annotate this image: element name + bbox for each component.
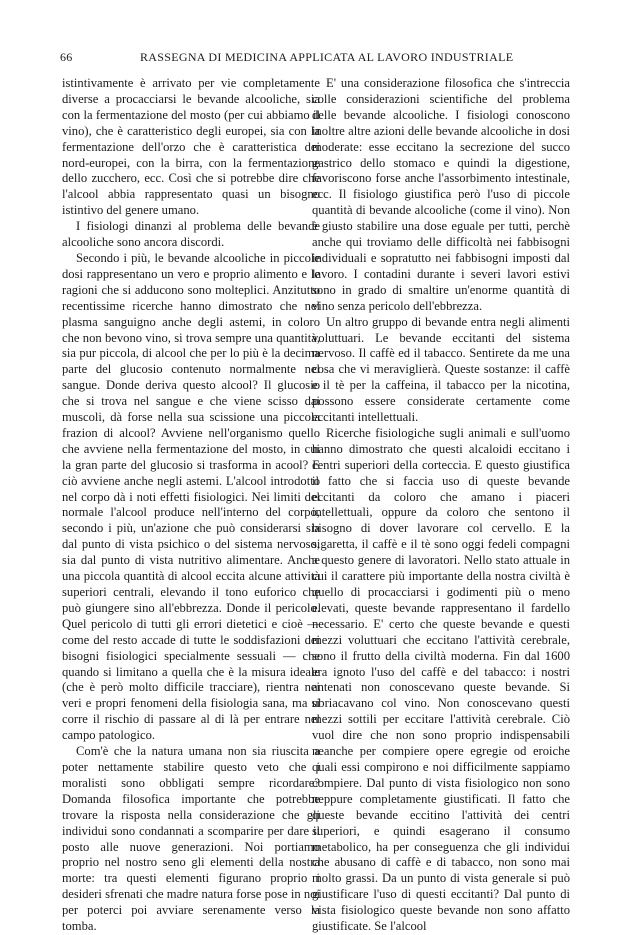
- paragraph: I fisiologi dinanzi al problema delle bevande alcooliche sono ancora discordi.: [62, 219, 320, 250]
- paragraph: Un altro gruppo di bevande entra negli alimenti voluttuari. Le bevande eccitanti del sistema nervoso. Il caffè ed il tabacco. Sentirete da me una cosa che vi meraviglierà. Queste sostanze: il caffè e il tè per la caffeina, il tabacco per la nicotina, possono essere considerate certamente come eccitanti intellettuali.: [312, 314, 570, 425]
- paragraph: istintivamente è arrivato per vie completamente diverse a procacciarsi le bevande alcooliche, sia con la fermentazione del mosto (per cui abbiamo il vino), che è caratteristico degli europei, sia con la fermentazione dell'orzo che è caratteristica dei nord-europei, con la birra, con la fermentazione dello zucchero, ecc. Così che si potrebbe dire che l'alcool abbia rappresentato quasi un bisogno istintivo del genere umano.: [62, 76, 320, 218]
- running-title: RASSEGNA DI MEDICINA APPLICATA AL LAVORO INDUSTRIALE: [140, 50, 514, 64]
- left-column: [62, 76, 320, 935]
- paragraph: Secondo i più, le bevande alcooliche in piccole dosi rappresentano un vero e proprio alimento e le ragioni che si adducono sono molteplici. Anzitutto recentissime ricerche hanno dimostrato che nel plasma sanguigno anche degli astemi, in coloro che non bevono vino, si trova sempre una quantità, sia pur piccola, di alcool che per lo più è la decima parte del glucosio contenuto normalmente nel sangue. Donde deriva questo alcool? Il glucosio che si trova nel sangue e che viene scisso dai muscoli, dà forse nella sua scissione una piccola frazion di alcool? Avviene nell'organismo quello che avviene nella fermentazione del mosto, in cui la gran parte del glucosio si trasforma in acool? E ciò avviene anche negli astemi. L'alcool introdotto nel corpo dà i noti effetti fisiologici. Nei limiti del normale l'alcool produce nell'interno del corpo, secondo i più, un'azione che può considerarsi sia dal punto di vista psichico o del sistema nervoso, sia dal punto di vista nutritivo alimentare. Anche una piccola quantità di alcool eccita alcune attività superiori centrali, elevando il tono euforico che può giungere sino all'ebbrezza. Donde il pericolo. Quel pericolo di tutti gli errori dietetici e cioè — come del resto accade di tutte le soddisfazioni dei bisogni fisiologici specialmente sessuali — che quando si limitano a quella che è la misura ideale (che è però molto difficile tracciare), rientra nei veri e propri fenomeni della fisiologia sana, ma si corre il rischio di passare al di là per entrare nel campo patologico.: [62, 250, 320, 743]
- paragraph: E' una considerazione filosofica che s'intreccia colle considerazioni scientifiche del problema delle bevande alcooliche. I fisiologi conoscono inoltre altre azioni delle bevande alcooliche in dosi moderate: esse eccitano la secrezione del succo gastrico dello stomaco e quindi la digestione, favoriscono forse anche l'assorbimento intestinale, ecc. Il fisiologo giustifica però l'uso di piccole quantità di bevande alcooliche (come il vino). Non è giusto stabilire una dose eguale per tutti, perchè anche qui troviamo delle difficoltà nei fabbisogni individuali e sopratutto nei fabbisogni imposti dal lavoro. I contadini durante i severi lavori estivi sono in grado di smaltire un'enorme quantità di vino senza pericolo dell'ebbrezza.: [312, 76, 570, 313]
- right-column: [312, 76, 570, 935]
- paragraph: Ricerche fisiologiche sugli animali e sull'uomo hanno dimostrato che questi alcaloidi eccitano i centri superiori della corteccia. E questo giustifica il fatto che si faccia uso di queste bevande eccitanti da coloro che amano i piaceri intellettuali, oppure da coloro che sentono il bisogno di dover lavorare col cervello. E la sigaretta, il caffè e il tè sono oggi fedeli compagni a questo genere di lavoratori. Nello stato attuale in cui il carattere più importante della nostra civiltà è quello di procacciarsi i godimenti più o meno elevati, queste bevande rappresentano il fardello necessario. E' certo che queste bevande e questi mezzi voluttuari che eccitano l'attività cerebrale, sono il frutto della civiltà moderna. Fin dal 1600 era ignoto l'uso del caffè e del tabacco: i nostri antenati non conoscevano queste bevande. Si ubriacavano col vino. Non conoscevano questi mezzi sottili per eccitare l'attività cerebrale. Ciò vuol dire che non sono proprio indispensabili neanche per compiere opere egregie od eroiche quali essi compirono e noi difficilmente sappiamo compiere. Dal punto di vista fisiologico non sono neppure completamente giustificati. Il fatto che queste bevande eccitino l'attività dei centri superiori, e quindi esagerano il consumo metabolico, ha per conseguenza che gli individui che abusano di caffè e di tabacco, non sono mai molto grassi. Da un punto di vista generale si può giustificare l'uso di questi eccitanti? Dal punto di vista fisiologico queste bevande non sono affatto giustificate. Se l'alcool: [312, 425, 570, 934]
- page-number: 66: [60, 50, 73, 64]
- paragraph: Com'è che la natura umana non sia riuscita a poter nettamente stabilire questo veto che i moralisti sono obbligati sempre ricordare? Domanda filosofica importante che potrebbe trovare la risposta nella considerazione che gli individui sono condannati a scomparire per dare il posto alle nuove generazioni. Noi portiamo proprio nel nostro seno gli elementi della nostra morte: tra questi elementi figurano proprio i desideri sfrenati che madre natura forse pose in noi per poterci poi avviare serenamente verso la tomba.: [62, 744, 320, 934]
- running-header: [60, 50, 570, 70]
